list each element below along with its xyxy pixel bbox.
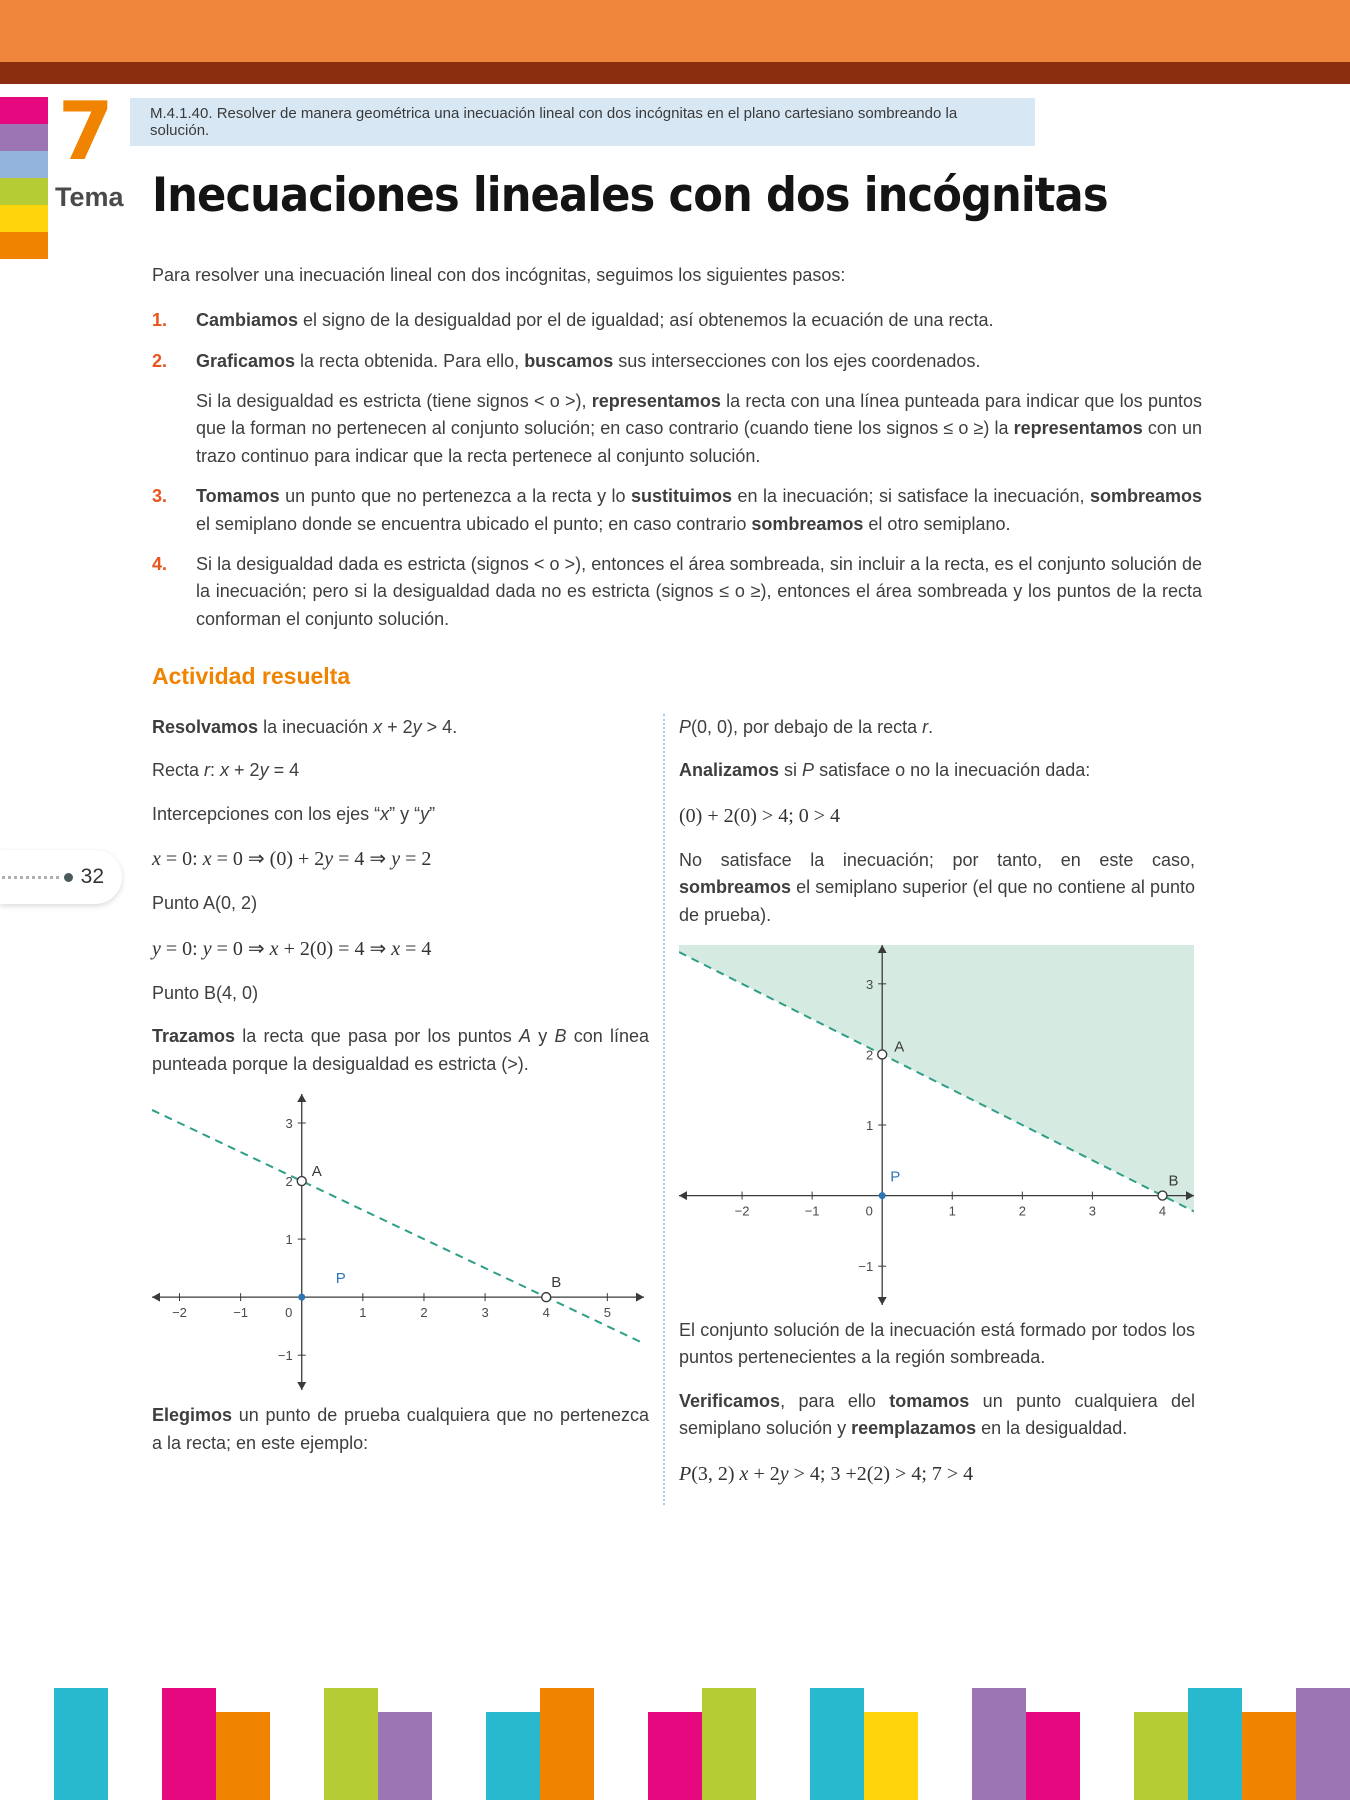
x-tick-label: 1 xyxy=(359,1305,367,1321)
page-title: Inecuaciones lineales con dos incógnitas xyxy=(152,168,1108,223)
color-block xyxy=(864,1712,918,1800)
x-tick-label: 4 xyxy=(542,1305,550,1321)
activity-left-column xyxy=(152,714,649,1505)
column-divider xyxy=(663,714,665,1505)
top-rust-bar xyxy=(0,62,1350,84)
color-block xyxy=(1080,1712,1134,1800)
color-block xyxy=(648,1712,702,1800)
x-tick-label: 3 xyxy=(1088,1203,1097,1219)
color-block xyxy=(918,1688,972,1800)
color-block xyxy=(1242,1712,1296,1800)
color-block xyxy=(540,1688,594,1800)
color-block xyxy=(162,1688,216,1800)
x-tick-label: −1 xyxy=(233,1305,249,1321)
step-number: 1. xyxy=(152,310,168,331)
recta-line: Recta r: x + 2y = 4 xyxy=(152,760,300,781)
y-tick-label: 2 xyxy=(285,1174,293,1190)
chapter-tab xyxy=(0,151,48,178)
math-x-equals-0: x = 0: x = 0 ⇒ (0) + 2y = 4 ⇒ y = 2 xyxy=(152,847,432,870)
color-block xyxy=(756,1712,810,1800)
color-block xyxy=(270,1688,324,1800)
step-text: Tomamos un punto que no pertenezca a la recta y lo sustituimos en la inecuación; si satisface la inecuación, sombreamos el semiplano donde se encuentra ubicado el punto; en caso contrario sombreamos el otro semiplano. xyxy=(196,486,1202,534)
point-label-p: P xyxy=(335,1270,346,1288)
step-body xyxy=(196,551,1202,633)
chapter-tab xyxy=(0,232,48,259)
color-block xyxy=(0,1712,54,1800)
no-satisface-paragraph: No satisface la inecuación; por tanto, en este caso, sombreamos el semiplano superior (el que no contiene al punto de prueba). xyxy=(679,850,1195,925)
chapter-tab xyxy=(0,178,48,205)
color-block xyxy=(486,1712,540,1800)
color-block xyxy=(108,1712,162,1800)
step-number: 3. xyxy=(152,486,168,507)
chapter-color-tabs xyxy=(0,97,48,259)
analizamos-line: Analizamos si P satisface o no la inecuación dada: xyxy=(679,760,1091,781)
leader-dot-icon xyxy=(64,873,73,882)
x-tick-label: 2 xyxy=(1018,1203,1026,1219)
curriculum-standard-banner xyxy=(130,98,1035,146)
axis-arrow-icon xyxy=(297,1382,306,1390)
color-block xyxy=(432,1688,486,1800)
color-block xyxy=(216,1712,270,1800)
step-text: Cambiamos el signo de la desigualdad por el de igualdad; así obtenemos la ecuación de una recta. xyxy=(196,310,994,331)
x-tick-label: 0 xyxy=(865,1203,873,1219)
x-tick-label: −2 xyxy=(734,1203,750,1219)
punto-b-line: Punto B(4, 0) xyxy=(152,983,259,1004)
intercepciones-line: Intercepciones con los ejes “x” y “y” xyxy=(152,803,436,824)
x-tick-label: 2 xyxy=(420,1305,428,1321)
p-debajo-line: P(0, 0), por debajo de la recta r. xyxy=(679,716,934,737)
color-block xyxy=(1134,1712,1188,1800)
y-tick-label: −1 xyxy=(277,1348,293,1364)
shaded-region xyxy=(679,945,1194,1211)
axis-arrow-icon xyxy=(297,1094,306,1102)
step-number: 4. xyxy=(152,553,168,574)
intro-paragraph: Para resolver una inecuación lineal con dos incógnitas, seguimos los siguientes pasos: xyxy=(152,265,846,285)
step-body xyxy=(196,483,1202,538)
x-tick-label: 0 xyxy=(285,1305,293,1321)
point-p xyxy=(879,1192,886,1199)
math-evaluation: (0) + 2(0) > 4; 0 > 4 xyxy=(679,804,841,827)
step-text: Graficamos la recta obtenida. Para ello, buscamos sus intersecciones con los ejes coordenados. xyxy=(196,350,981,371)
step-text: Si la desigualdad es estricta (tiene signos < o >), representamos la recta con una línea punteada para indicar que los puntos que la forman no pertenecen al conjunto solución; en caso contrario (cuando tiene los signos ≤ o ≥) la representamos con un trazo continuo para indicar que la recta pertenece al conjunto solución. xyxy=(196,391,1202,466)
point-p xyxy=(298,1294,305,1301)
math-verification: P(3, 2) x + 2y > 4; 3 +2(2) > 4; 7 > 4 xyxy=(679,1462,974,1485)
x-tick-label: −1 xyxy=(804,1203,820,1219)
color-block xyxy=(1026,1712,1080,1800)
color-block xyxy=(324,1688,378,1800)
axis-arrow-icon xyxy=(152,1293,160,1302)
step-body xyxy=(196,348,1202,470)
y-tick-label: 1 xyxy=(285,1232,293,1248)
color-block xyxy=(54,1688,108,1800)
step-2 xyxy=(152,348,1202,470)
axis-arrow-icon xyxy=(878,1297,887,1305)
step-1 xyxy=(152,307,1202,334)
color-block xyxy=(702,1688,756,1800)
x-tick-label: −2 xyxy=(172,1305,187,1321)
top-orange-bar xyxy=(0,0,1350,62)
point-label-b: B xyxy=(551,1274,562,1292)
point-b xyxy=(542,1293,551,1302)
resolvamos-line: Resolvamos la inecuación x + 2y > 4. xyxy=(152,716,458,737)
step-3 xyxy=(152,483,1202,538)
point-a xyxy=(297,1177,306,1186)
point-a xyxy=(878,1050,887,1059)
point-b xyxy=(1158,1191,1167,1200)
curriculum-standard-text: M.4.1.40. Resolver de manera geométrica una inecuación lineal con dos incógnitas en el plano cartesiano sombreando la solución. xyxy=(150,105,958,139)
dotted-leader-line xyxy=(2,876,59,879)
chapter-tab xyxy=(0,205,48,232)
axis-arrow-icon xyxy=(679,1191,687,1200)
y-tick-label: 2 xyxy=(865,1047,874,1063)
color-block xyxy=(378,1712,432,1800)
axis-arrow-icon xyxy=(636,1293,644,1302)
chart-dashed-line-plot xyxy=(152,1094,644,1390)
color-block xyxy=(972,1688,1026,1800)
steps-list xyxy=(152,307,1202,633)
conjunto-solucion-paragraph: El conjunto solución de la inecuación está formado por todos los puntos pertenecientes a la región sombreada. xyxy=(679,1320,1195,1368)
point-label-a: A xyxy=(894,1038,905,1056)
point-label-b: B xyxy=(1168,1172,1179,1190)
bottom-color-strip xyxy=(0,1688,1350,1800)
step-text: Si la desigualdad dada es estricta (signos < o >), entonces el área sombreada, sin incluir a la recta, es el conjunto solución de la inecuación; pero si la desigualdad dada no es estricta (signos ≤ o ≥), entonces el área sombreada y los puntos de la recta conforman el conjunto solución. xyxy=(196,553,1202,629)
chapter-tab xyxy=(0,97,48,124)
y-tick-label: 1 xyxy=(865,1118,874,1134)
chapter-tab xyxy=(0,124,48,151)
dashed-boundary-line xyxy=(152,1110,644,1344)
x-tick-label: 1 xyxy=(948,1203,956,1219)
y-tick-label: −1 xyxy=(858,1259,874,1275)
x-tick-label: 3 xyxy=(481,1305,489,1321)
main-content xyxy=(152,262,1202,1505)
trazamos-paragraph: Trazamos la recta que pasa por los puntos A y B con línea punteada porque la desigualdad es estricta (>). xyxy=(152,1026,649,1074)
y-tick-label: 3 xyxy=(865,976,874,992)
y-tick-label: 3 xyxy=(285,1116,293,1132)
tema-label: Tema xyxy=(55,182,124,212)
point-label-a: A xyxy=(311,1163,322,1181)
page-number: 32 xyxy=(80,865,104,888)
color-block xyxy=(594,1712,648,1800)
activity-columns xyxy=(152,714,1202,1505)
math-y-equals-0: y = 0: y = 0 ⇒ x + 2(0) = 4 ⇒ x = 4 xyxy=(152,937,432,960)
punto-a-line: Punto A(0, 2) xyxy=(152,893,258,914)
activity-heading: Actividad resuelta xyxy=(152,662,351,689)
page-number-tab xyxy=(0,850,122,904)
elegimos-paragraph: Elegimos un punto de prueba cualquiera que no pertenezca a la recta; en este ejemplo: xyxy=(152,1405,649,1453)
step-number: 2. xyxy=(152,350,168,371)
tema-number: 7 xyxy=(58,85,114,178)
color-block xyxy=(1188,1688,1242,1800)
x-tick-label: 4 xyxy=(1158,1203,1167,1219)
activity-right-column xyxy=(679,714,1195,1505)
x-tick-label: 5 xyxy=(603,1305,611,1321)
verificamos-paragraph: Verificamos, para ello tomamos un punto cualquiera del semiplano solución y reemplazamos en la desigualdad. xyxy=(679,1390,1195,1439)
chart-shaded-halfplane-plot xyxy=(679,945,1194,1305)
color-block xyxy=(810,1688,864,1800)
color-block xyxy=(1296,1688,1350,1800)
step-4 xyxy=(152,551,1202,633)
point-label-p: P xyxy=(890,1168,901,1186)
step-body xyxy=(196,307,1202,334)
